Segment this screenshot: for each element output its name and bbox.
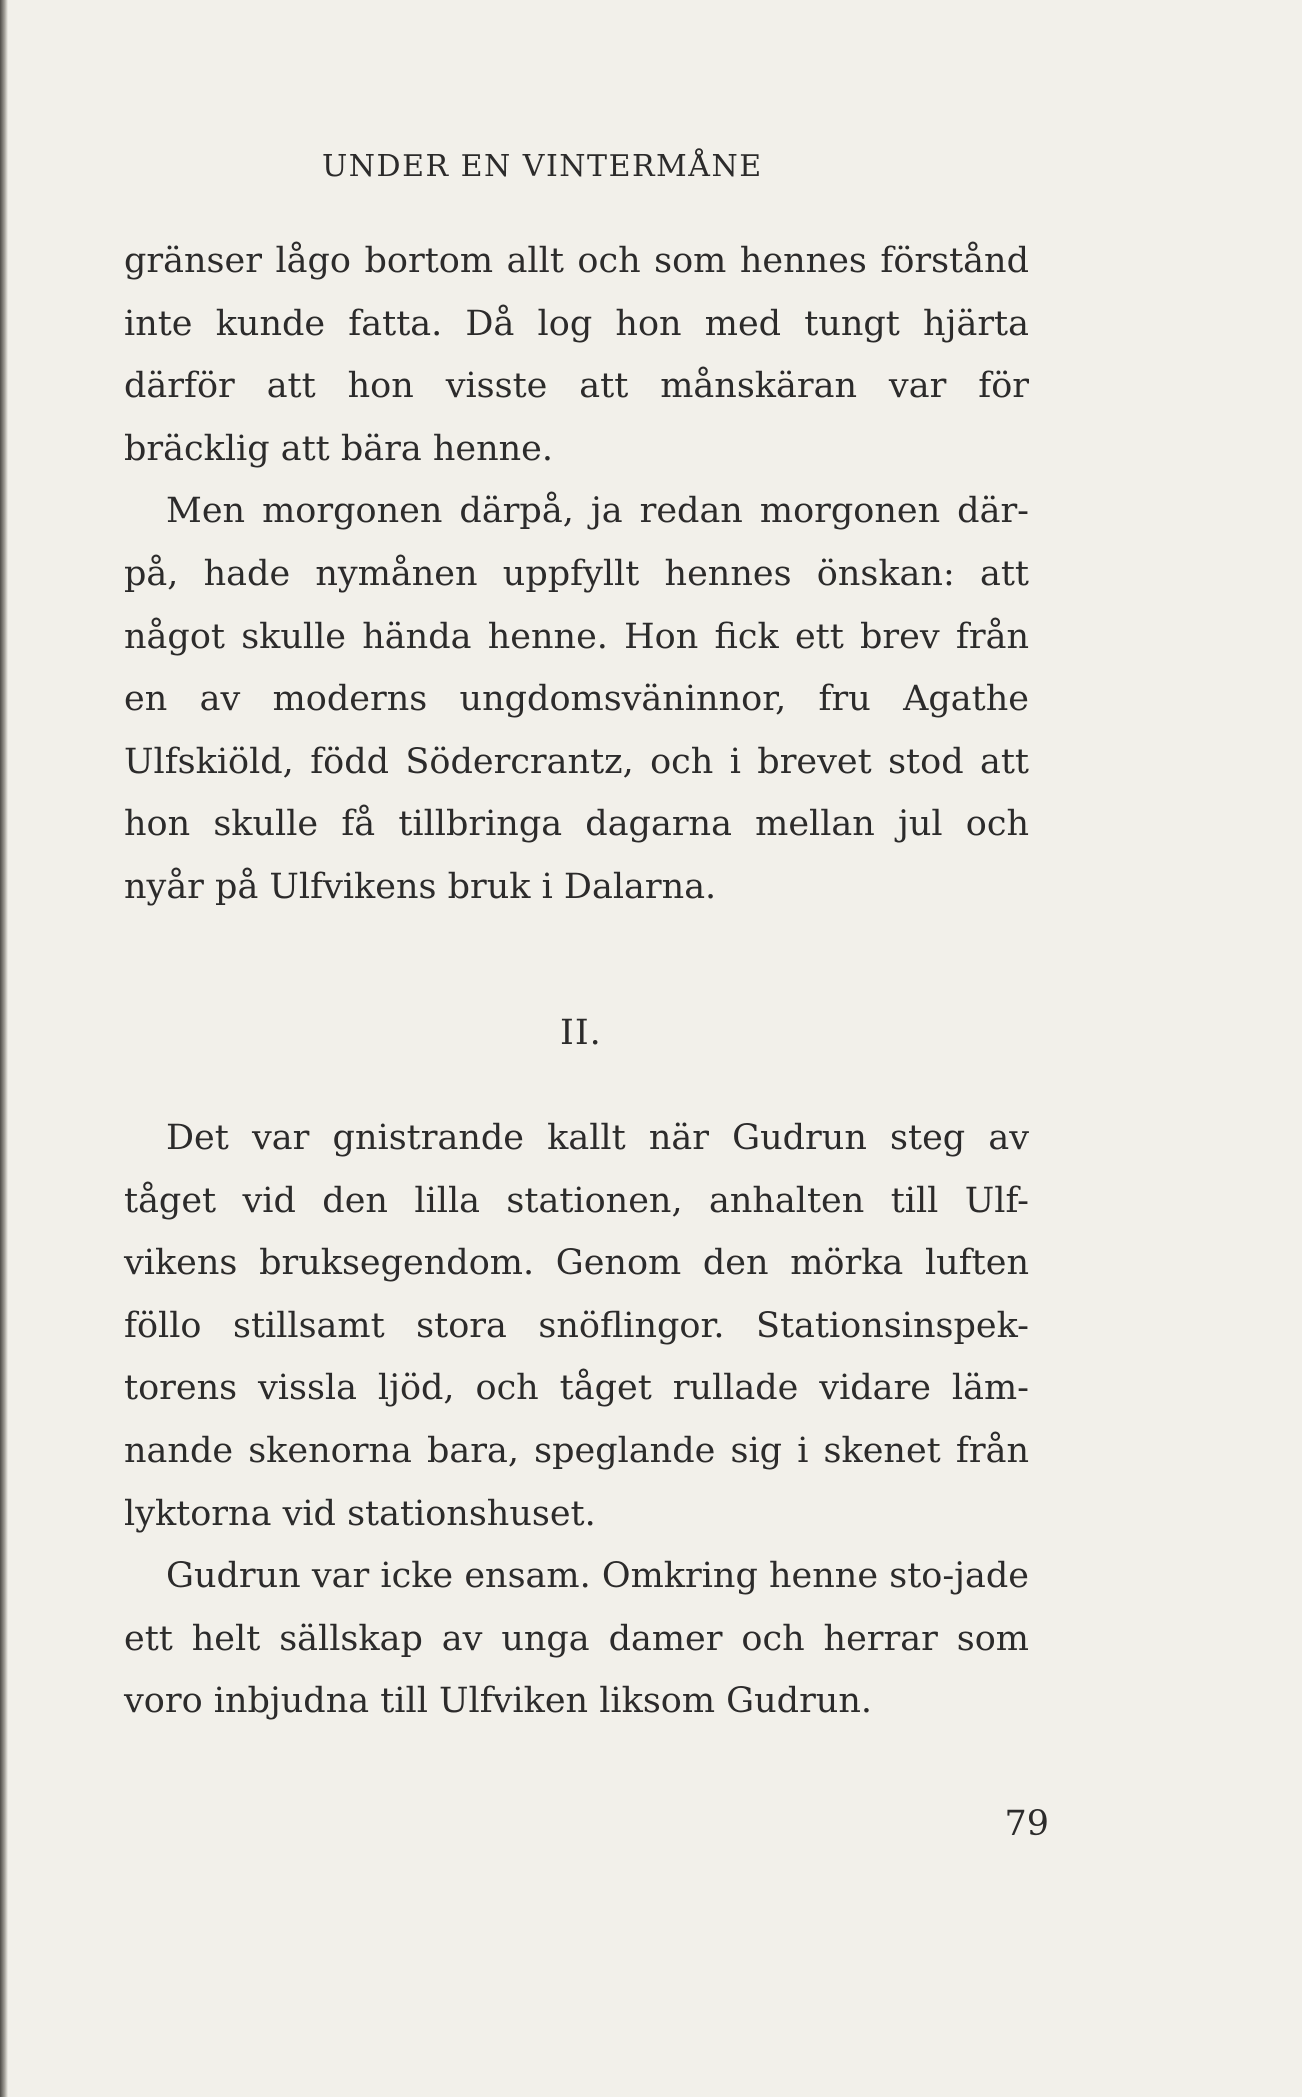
- paragraph-continued: gränser lågo bortom allt och som hennes förstånd inte kunde fatta. Då log hon med tungt hjärta därför att hon visste att månskäran var för bräcklig att bära henne.: [124, 241, 1029, 469]
- paragraph-morning-letter: Men morgonen därpå, ja redan morgonen där-på, hade nymånen uppfyllt hennes önskan: att något skulle hända henne. Hon fick ett brev från en av moderns ungdomsväninnor, fru Agathe Ulfskiöld, född Södercrantz, och i brevet stod att hon skulle få tillbringa dagarna mellan jul och nyår på Ulfvikens bruk i Dalarna.: [124, 491, 1029, 907]
- paragraph-company: Gudrun var icke ensam. Omkring henne sto-jade ett helt sällskap av unga damer och herrar som voro inbjudna till Ulfviken liksom Gudrun.: [124, 1556, 1029, 1722]
- section-number: II.: [560, 1013, 602, 1053]
- text-block-after-section: [124, 1107, 1029, 1733]
- running-head: UNDER EN VINTERMÅNE: [322, 149, 763, 184]
- text-block-before-section: [124, 230, 1029, 919]
- paragraph-arrival: Det var gnistrande kallt när Gudrun steg av tåget vid den lilla stationen, anhalten till Ulf-vikens bruksegendom. Genom den mörka luften föllo stillsamt stora snöflingor. Stationsinspek-torens vissla ljöd, och tåget rullade vidare läm-nande skenorna bara, speglande sig i skenet från lyktorna vid stationshuset.: [124, 1118, 1029, 1534]
- page-number: 79: [1004, 1804, 1049, 1844]
